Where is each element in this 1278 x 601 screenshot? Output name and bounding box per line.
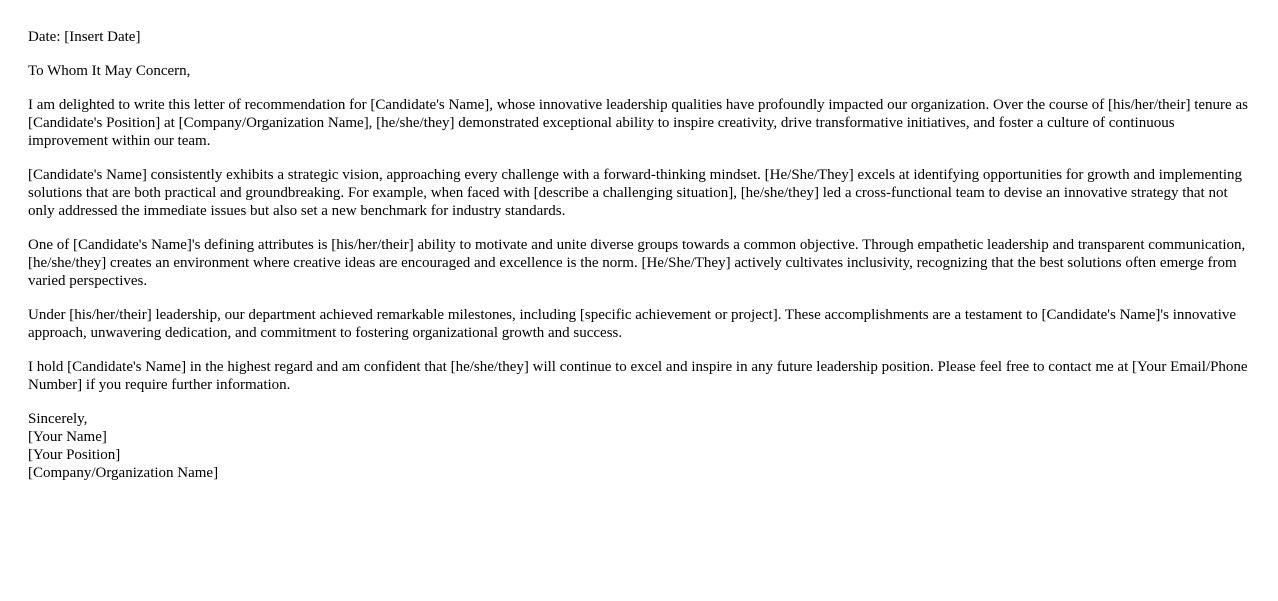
body-paragraph-4: Under [his/her/their] leadership, our department achieved remarkable milestones, including [specific achievement or project]. These accomplishments are a testament to [Candidate's Name]'s innovative approach, unwavering dedication, and commitment to fostering organizational growth and success. [28, 307, 1237, 341]
signer-position: [Your Position] [28, 447, 121, 463]
signer-organization: [Company/Organization Name] [28, 465, 219, 481]
date-line: Date: [Insert Date] [28, 29, 141, 45]
body-paragraph-1: I am delighted to write this letter of recommendation for [Candidate's Name], whose innovative leadership qualities have profoundly impacted our organization. Over the course of [his/her/their] tenure as [Candidate's Position] at [Company/Organization Name], [he/she/they] demonstrated exceptional ability to inspire creativity, drive transformative initiatives, and foster a culture of continuous improvement within our team. [28, 97, 1248, 149]
signature-block [28, 410, 1248, 482]
signer-name: [Your Name] [28, 429, 107, 445]
body-paragraph-2: [Candidate's Name] consistently exhibits a strategic vision, approaching every challenge with a forward-thinking mindset. [He/She/They] excels at identifying opportunities for growth and implementing solutions that are both practical and groundbreaking. For example, when faced with [describe a challenging situation], [he/she/they] led a cross-functional team to devise an innovative strategy that not only addressed the immediate issues but also set a new benchmark for industry standards. [28, 167, 1243, 219]
body-paragraph-3: One of [Candidate's Name]'s defining attributes is [his/her/their] ability to motivate and unite diverse groups towards a common objective. Through empathetic leadership and transparent communication, [he/she/they] creates an environment where creative ideas are encouraged and excellence is the norm. [He/She/They] actively cultivates inclusivity, recognizing that the best solutions often emerge from varied perspectives. [28, 237, 1246, 289]
recommendation-letter [28, 28, 1248, 498]
salutation: To Whom It May Concern, [28, 63, 191, 79]
body-paragraph-5: I hold [Candidate's Name] in the highest regard and am confident that [he/she/they] will continue to excel and inspire in any future leadership position. Please feel free to contact me at [Your Email/Phone Number] if you require further information. [28, 359, 1248, 393]
valediction: Sincerely, [28, 411, 88, 427]
